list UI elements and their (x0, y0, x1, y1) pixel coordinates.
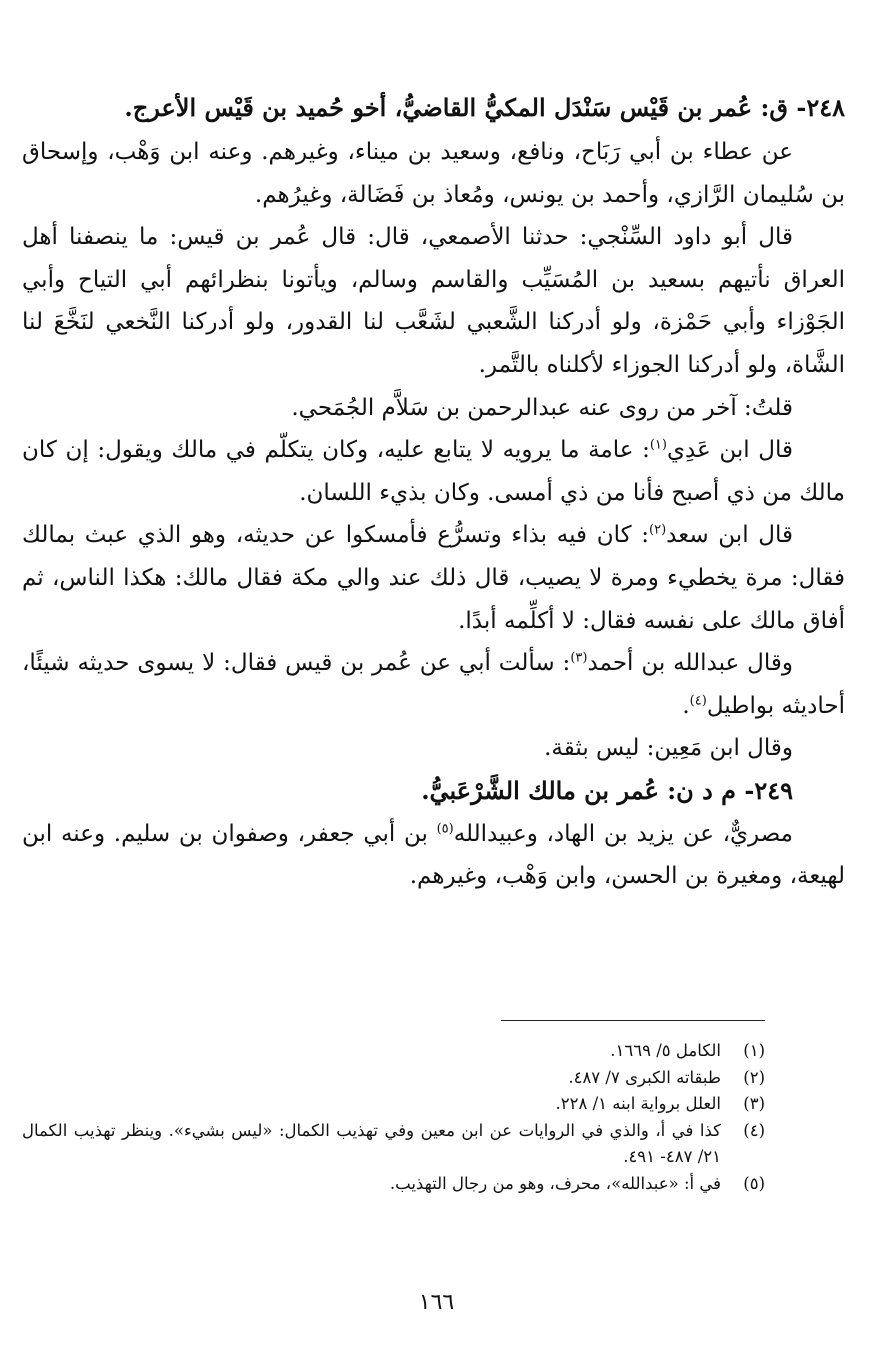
entry-248-ibn-main: وقال ابن مَعِين: ليس بثقة. (544, 735, 793, 762)
footnote-ref-1[interactable]: (١) (649, 437, 667, 453)
footnote-number: (٥) (743, 1173, 765, 1193)
footnote-ref-3[interactable]: (٣) (570, 650, 588, 666)
footnote (22, 1118, 765, 1171)
footnote-text: طبقاته الكبرى ٧/ ٤٨٧. (568, 1067, 721, 1087)
footnote-number: (٤) (743, 1120, 765, 1140)
ibn-adi-text: : عامة ما يرويه لا يتابع عليه، وكان يتكلّم في مالك ويقول: إن كان مالك من ذي أصبح فأنا من ذي أمسى. وكان بذيء اللسان. (22, 437, 845, 506)
footnote (22, 1171, 765, 1198)
ibn-adi-lead: قال ابن عَدِي (666, 437, 793, 464)
footnote-divider (501, 1020, 765, 1021)
footnotes (22, 1038, 765, 1197)
footnote-text: كذا في أ، والذي في الروايات عن ابن معين وفي تهذيب الكمال: «ليس بشيء». وينظر تهذيب الكمال ٢١/ ٤٨٧- ٤٩١. (22, 1120, 721, 1166)
entry-248-ibn-adi (22, 429, 845, 514)
entry-248-title: ٢٤٨- ق: عُمر بن قَيْس سَنْدَل المكيُّ القاضيُّ، أخو حُميد بن قَيْس الأعرج. (124, 93, 845, 122)
entry-248-teachers: عن عطاء بن أبي رَبَاح، ونافع، وسعيد بن ميناء، وغيرهم. وعنه ابن وَهْب، وإسحاق بن سُليمان الرَّازي، وأحمد بن يونس، ومُعاذ بن فَضَالة، وغيرُهم. (22, 139, 845, 208)
entry-249-body-text: بن أبي جعفر، وصفوان بن سليم. وعنه ابن لهيعة، ومغيرة بن الحسن، وابن وَهْب، وغيرهم. (22, 820, 845, 890)
footnote-number: (٣) (743, 1094, 765, 1113)
entry-248-qultu: قلتُ: آخر من روى عنه عبدالرحمن بن سَلاَّم الجُمَحي. (291, 394, 793, 421)
footnote-number: (١) (743, 1041, 765, 1060)
ibn-saad-text: : كان فيه بذاء وتسرُّع فأمسكوا عن حديثه، وهو الذي عبث بمالك فقال: مرة يخطيء ومرة لا يصيب، قال ذلك عند والي مكة فقال مالك: هكذا الناس، ثم أفاق مالك على نفسه فقال: لا أكلِّمه أبدًا. (22, 522, 845, 634)
footnote (22, 1091, 765, 1118)
entry-249-body-lead: مصريٌّ، عن يزيد بن الهاد، وعبيدالله (453, 820, 793, 847)
main-text (22, 84, 845, 898)
footnote-ref-5[interactable]: (٥) (436, 820, 454, 836)
footnote-text: العلل برواية ابنه ١/ ٢٢٨. (555, 1094, 721, 1113)
abdullah-end: . (682, 692, 690, 719)
footnote (22, 1065, 765, 1092)
footnote-text: في أ: «عبدالله»، محرف، وهو من رجال التهذيب. (389, 1173, 721, 1193)
footnote (22, 1038, 765, 1065)
entry-248-sinji-quote: قال أبو داود السِّنْجي: حدثنا الأصمعي، قال: قال عُمر بن قيس: ما ينصفنا أهل العراق نأتيهم بسعيد بن المُسَيِّب والقاسم وسالم، ويأتونا بنظرائهم أبي التياح وأبي الجَوْزاء وأبي حَمْزة، ولو أدركنا الشَّعبي لشَعَّب لنا القدور، ولو أدركنا النَّخعي لنَخَّعَ لنا الشَّاة، ولو أدركنا الجوزاء لأكلناه بالتَّمر. (22, 224, 845, 378)
footnote-ref-2[interactable]: (٢) (649, 522, 667, 538)
entry-249-title: ٢٤٩- م د ن: عُمر بن مالك الشَّرْعَبيُّ. (421, 775, 793, 805)
abdullah-lead: وقال عبدالله بن أحمد (587, 650, 793, 677)
footnote-ref-4[interactable]: (٤) (689, 693, 707, 709)
entry-248-ibn-saad (22, 514, 845, 642)
footnote-number: (٢) (743, 1067, 765, 1087)
abdullah-text: : سألت أبي عن عُمر بن قيس فقال: لا يسوى حديثه شيئًا، أحاديثه بواطيل (22, 650, 845, 719)
entry-248-abdullah (22, 642, 845, 727)
footnote-text: الكامل ٥/ ١٦٦٩. (610, 1041, 721, 1060)
ibn-saad-lead: قال ابن سعد (666, 522, 794, 549)
entry-249-body (22, 813, 845, 898)
page-number: ١٦٦ (418, 1290, 455, 1315)
